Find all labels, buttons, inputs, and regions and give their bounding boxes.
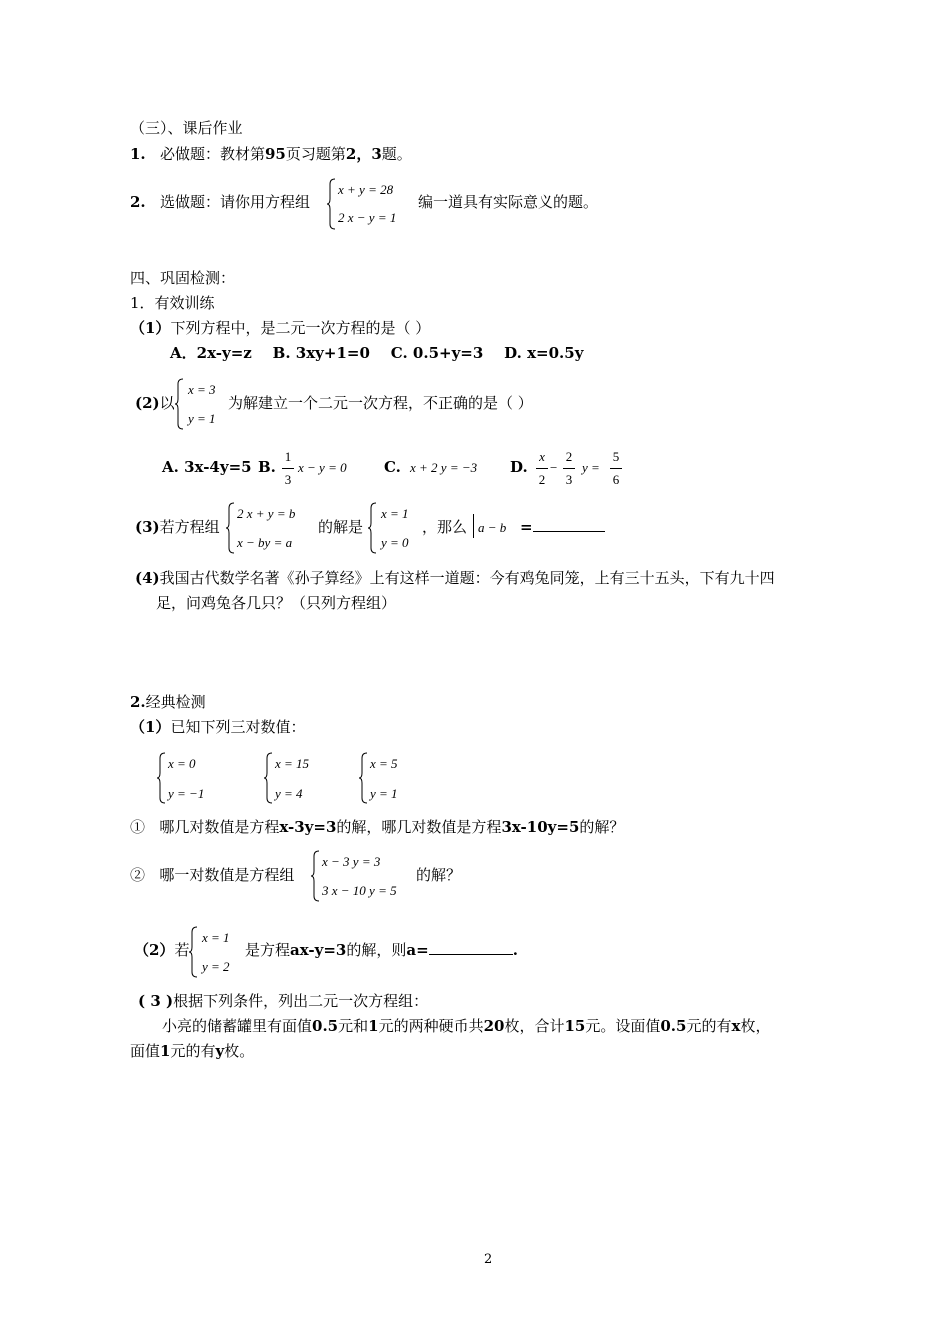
item-text: 必做题：教材第 xyxy=(159,145,265,163)
problem-label: ( 3 ) xyxy=(138,992,174,1010)
value: x xyxy=(731,1017,741,1035)
heading-text: 经典检测 xyxy=(145,693,206,711)
brace-icon xyxy=(263,752,273,804)
value: 20 xyxy=(483,1017,505,1035)
item-text: 编一道具有实际意义的题。 xyxy=(418,193,599,211)
solution-system xyxy=(174,378,224,430)
equation-line: x − by = a xyxy=(237,535,293,550)
subsection-heading: 1．有效训练 xyxy=(130,294,215,312)
value: y xyxy=(215,1042,225,1060)
solution-system xyxy=(367,502,417,554)
homework-item-1 xyxy=(130,144,412,164)
equation-line: x = 1 xyxy=(381,506,409,521)
value: 15 xyxy=(564,1017,586,1035)
equation-line: y = 4 xyxy=(275,786,303,801)
problem-3 xyxy=(138,991,428,1011)
question-1-options: A．2x-y=z B. 3xy+1=0 C. 0.5+y=3 D. x=0.5y xyxy=(170,344,584,362)
value: 0.5 xyxy=(312,1017,339,1035)
sub-question-1 xyxy=(130,817,624,837)
sub-question-text: 哪一对数值是方程组 xyxy=(159,866,295,884)
question-label: （1） xyxy=(130,319,171,337)
equation-line: x = 5 xyxy=(370,756,398,771)
item-text: 页习题第 xyxy=(285,145,346,163)
question-text: 以 xyxy=(159,394,175,412)
brace-icon xyxy=(358,752,368,804)
problem-text: 已知下列三对数值： xyxy=(170,718,306,736)
brace-icon xyxy=(367,502,377,554)
question-text: 我国古代数学名著《孙子算经》上有这样一道题：今有鸡兔同笼，上有三十五头，下有九十四 xyxy=(159,569,775,587)
question-4 xyxy=(135,568,775,588)
sub-question-text: 哪几对数值是方程 xyxy=(159,818,280,836)
fraction-numerator: 2 xyxy=(565,449,573,464)
brace-icon xyxy=(225,502,235,554)
sub-question-text: 的解？ xyxy=(416,866,462,884)
item-text: 选做题：请你用方程组 xyxy=(159,193,310,211)
value: 1 xyxy=(160,1042,171,1060)
equation-line: x = 1 xyxy=(202,930,230,945)
fraction-bar xyxy=(610,468,622,469)
question-text: 足，问鸡兔各几只？（只列方程组） xyxy=(156,594,397,612)
value: 0.5 xyxy=(660,1017,687,1035)
problem-numbers: 2，3 xyxy=(345,145,382,163)
fraction-bar xyxy=(282,468,294,469)
option-c-expr: x + 2 y = −3 xyxy=(410,460,478,475)
sub-question-2 xyxy=(130,865,294,885)
text: 枚， xyxy=(740,1017,771,1035)
option-d-expr: y = xyxy=(582,460,600,475)
equation-line: 3 x − 10 y = 5 xyxy=(322,883,397,898)
question-text: 为解建立一个二元一次方程，不正确的是（ ） xyxy=(228,394,533,412)
abs-bar-icon xyxy=(473,514,474,538)
text: 小亮的储蓄罐里有面值 xyxy=(162,1017,313,1035)
equation-line: 2 x − y = 1 xyxy=(338,210,397,225)
item-number: 2. xyxy=(130,193,146,211)
brace-icon xyxy=(188,926,198,978)
value-pair-1 xyxy=(156,752,216,804)
minus-sign: − xyxy=(550,460,558,475)
question-text: 的解是 xyxy=(318,518,364,536)
homework-item-2 xyxy=(130,192,310,212)
equation-line: x = 15 xyxy=(275,756,310,771)
page-ref: 95 xyxy=(265,145,286,163)
option-b-label: B. xyxy=(258,458,276,476)
value: 1 xyxy=(368,1017,379,1035)
question-text: ，那么 xyxy=(422,518,468,536)
text: 面值 xyxy=(130,1042,161,1060)
equation-line: y = 1 xyxy=(370,786,398,801)
text: 元和 xyxy=(338,1017,369,1035)
equation-system xyxy=(310,850,410,902)
equation-line: x − 3 y = 3 xyxy=(322,854,381,869)
value-pair-2 xyxy=(263,752,323,804)
period: . xyxy=(512,941,518,959)
equation-line: y = 0 xyxy=(381,535,409,550)
equation-line: x + y = 28 xyxy=(338,182,394,197)
equation-inline: x-3y=3 xyxy=(279,818,337,836)
problem-text: 根据下列条件，列出二元一次方程组： xyxy=(173,992,429,1010)
brace-icon xyxy=(174,378,184,430)
fraction-denominator: 2 xyxy=(538,472,546,487)
fraction-numerator: 5 xyxy=(612,449,620,464)
question-2 xyxy=(135,393,175,413)
section-heading xyxy=(130,692,206,712)
sub-question-text: 的解？ xyxy=(579,818,625,836)
option-c-label: C. xyxy=(384,458,401,476)
item-number: 1. xyxy=(130,145,146,163)
sub-question-text: 的解，哪几对数值是方程 xyxy=(336,818,502,836)
problem-2 xyxy=(134,940,189,960)
text: 元的有 xyxy=(686,1017,732,1035)
problem-text: 的解，则 xyxy=(346,941,407,959)
section-heading: 四、巩固检测： xyxy=(130,269,236,287)
text: 元的有 xyxy=(170,1042,216,1060)
fraction-denominator: 3 xyxy=(284,472,292,487)
equation-system xyxy=(225,502,315,554)
problem-text: 若 xyxy=(174,941,190,959)
solution-system xyxy=(188,926,240,978)
equation-inline: ax-y=3 xyxy=(290,941,347,959)
equation-line: y = −1 xyxy=(168,786,205,801)
fraction-denominator: 3 xyxy=(565,472,573,487)
equation-line: 2 x + y = b xyxy=(237,506,296,521)
question-text: 若方程组 xyxy=(159,518,220,536)
brace-icon xyxy=(326,178,336,230)
item-text: 题。 xyxy=(381,145,412,163)
equation-line: y = 2 xyxy=(202,959,230,974)
equation-line: x = 3 xyxy=(188,382,216,397)
answer-blank[interactable] xyxy=(429,940,513,955)
fraction-denominator: 6 xyxy=(612,472,620,487)
problem-2-body xyxy=(245,940,518,960)
question-label: (3) xyxy=(135,518,160,536)
circled-number: ① xyxy=(130,818,146,836)
option-a: A. 3x-4y=5 xyxy=(162,458,252,476)
text: 元的两种硬币共 xyxy=(378,1017,484,1035)
problem-text: 是方程 xyxy=(245,941,291,959)
question-label: (4) xyxy=(135,569,160,587)
equation-line: x = 0 xyxy=(168,756,196,771)
fraction-numerator: x xyxy=(539,449,545,464)
problem-1 xyxy=(130,717,305,737)
heading-number: 2. xyxy=(130,693,146,711)
fraction-numerator: 1 xyxy=(284,449,292,464)
page-number: 2 xyxy=(484,1252,493,1267)
fraction-bar xyxy=(563,468,575,469)
text: 枚，合计 xyxy=(504,1017,565,1035)
variable-label: a= xyxy=(406,941,429,959)
text: 元。设面值 xyxy=(585,1017,661,1035)
question-1 xyxy=(130,318,430,338)
problem-3-line-2 xyxy=(130,1041,254,1061)
equation-inline: 3x-10y=5 xyxy=(501,818,580,836)
homework-heading: （三）、课后作业 xyxy=(130,119,243,137)
answer-blank[interactable] xyxy=(533,517,605,532)
answer-line xyxy=(520,517,605,537)
brace-icon xyxy=(156,752,166,804)
problem-label: （2） xyxy=(134,941,175,959)
equation-system xyxy=(326,178,416,230)
question-label: (2) xyxy=(135,394,160,412)
option-d-label: D. xyxy=(510,458,528,476)
abs-expression: a − b xyxy=(478,520,507,535)
text: 枚。 xyxy=(224,1042,255,1060)
equals-sign: = xyxy=(520,518,533,536)
value-pair-3 xyxy=(358,752,418,804)
question-3 xyxy=(135,517,220,537)
option-b-expr: x − y = 0 xyxy=(298,460,347,475)
brace-icon xyxy=(310,850,320,902)
fraction-bar xyxy=(536,468,548,469)
problem-3-line-1 xyxy=(162,1016,770,1036)
circled-number: ② xyxy=(130,866,146,884)
question-text: 下列方程中，是二元一次方程的是（ ） xyxy=(170,319,431,337)
problem-label: （1） xyxy=(130,718,171,736)
equation-line: y = 1 xyxy=(188,411,216,426)
